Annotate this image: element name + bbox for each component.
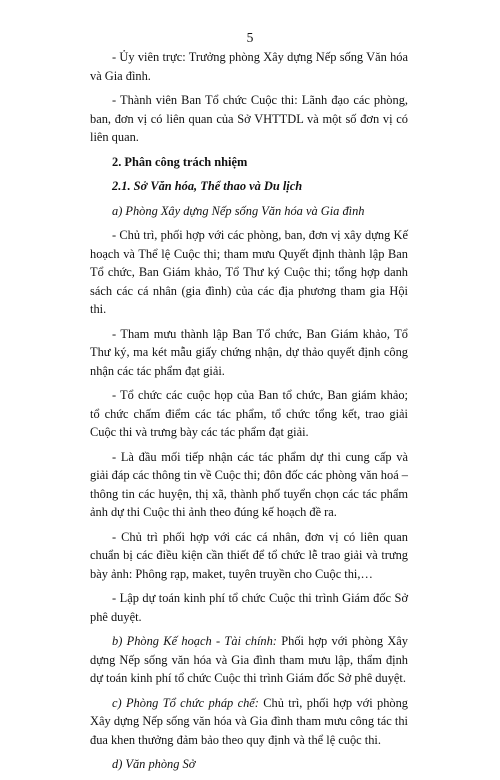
page-number: 5 (246, 30, 254, 45)
unit-title-office: d) Văn phòng Sở (112, 757, 196, 771)
paragraph-a5: - Chủ trì phối hợp với các cá nhân, đơn vị có liên quan chuẩn bị các điều kiện cần thiết để tổ chức lễ trao giải và trưng bày ảnh: Phông rạp, maket, tuyên truyền cho Cuộc thi,… (90, 529, 408, 581)
paragraph-a4: - Là đầu mối tiếp nhận các tác phẩm dự thi cung cấp và giải đáp các thông tin về Cuộc thi; đôn đốc các phòng văn hoá – thông tin các huyện, thị xã, thành phố tuyển chọn các tác phẩm ảnh dự thi Cuộc thi ảnh theo đúng kế hoạch đề ra. (90, 449, 408, 519)
document-body (90, 48, 408, 780)
planning-finance-text: Phối hợp với phòng Xây dựng Nếp sống văn hóa và Gia đình tham mưu lập, thẩm định dự toán kinh phí tổ chức Cuộc thi trình Giám đốc Sở phê duyệt. (90, 634, 408, 685)
paragraph-a3: - Tổ chức các cuộc họp của Ban tổ chức, Ban giám khảo; tổ chức chấm điểm các tác phẩm, tổ chức tổng kết, trao giải Cuộc thi và trưng bày các tác phẩm đạt giải. (90, 388, 408, 439)
paragraph-a1: - Chủ trì, phối hợp với các phòng, ban, đơn vị xây dựng Kế hoạch và Thể lệ Cuộc thi; tham mưu Quyết định thành lập Ban Tổ chức, Ban Giám khảo, Tổ Thư ký Cuộc thi; tổng hợp danh sách các cá nhân (gia đình) của các địa phương tham gia Hội thi. (90, 228, 408, 316)
paragraph-standing-member: - Ủy viên trực: Trưởng phòng Xây dựng Nếp sống Văn hóa và Gia đình. (90, 50, 408, 83)
paragraph-a6: - Lập dự toán kinh phí tổ chức Cuộc thi trình Giám đốc Sở phê duyệt. (90, 591, 408, 624)
organization-legal-text: Chủ trì, phối hợp với phòng Xây dựng Nếp sống văn hóa và Gia đình tham mưu công tác thi đua khen thưởng đảm bảo theo quy định và thể lệ cuộc thi. (90, 695, 408, 747)
heading-assignment: 2. Phân công trách nhiệm (112, 154, 248, 169)
subheading-department: 2.1. Sở Văn hóa, Thể thao và Du lịch (112, 179, 303, 193)
unit-title-organization-legal: c) Phòng Tổ chức pháp chế: (112, 695, 259, 710)
unit-title-culture-family: a) Phòng Xây dựng Nếp sống Văn hóa và Gia đình (112, 203, 365, 218)
paragraph-organizing-members: - Thành viên Ban Tổ chức Cuộc thi: Lãnh đạo các phòng, ban, đơn vị có liên quan của Sở VHTTDL và một số đơn vị có liên quan. (90, 93, 408, 144)
unit-title-planning-finance: b) Phòng Kế hoạch - Tài chính: (112, 634, 277, 648)
paragraph-a2: - Tham mưu thành lập Ban Tổ chức, Ban Giám khảo, Tổ Thư ký, ma két mẫu giấy chứng nhận, dự thảo quyết định công nhận các tác phẩm đạt giải. (90, 326, 408, 378)
paragraph-organization-legal (90, 694, 408, 750)
paragraph-planning-finance (90, 632, 408, 688)
